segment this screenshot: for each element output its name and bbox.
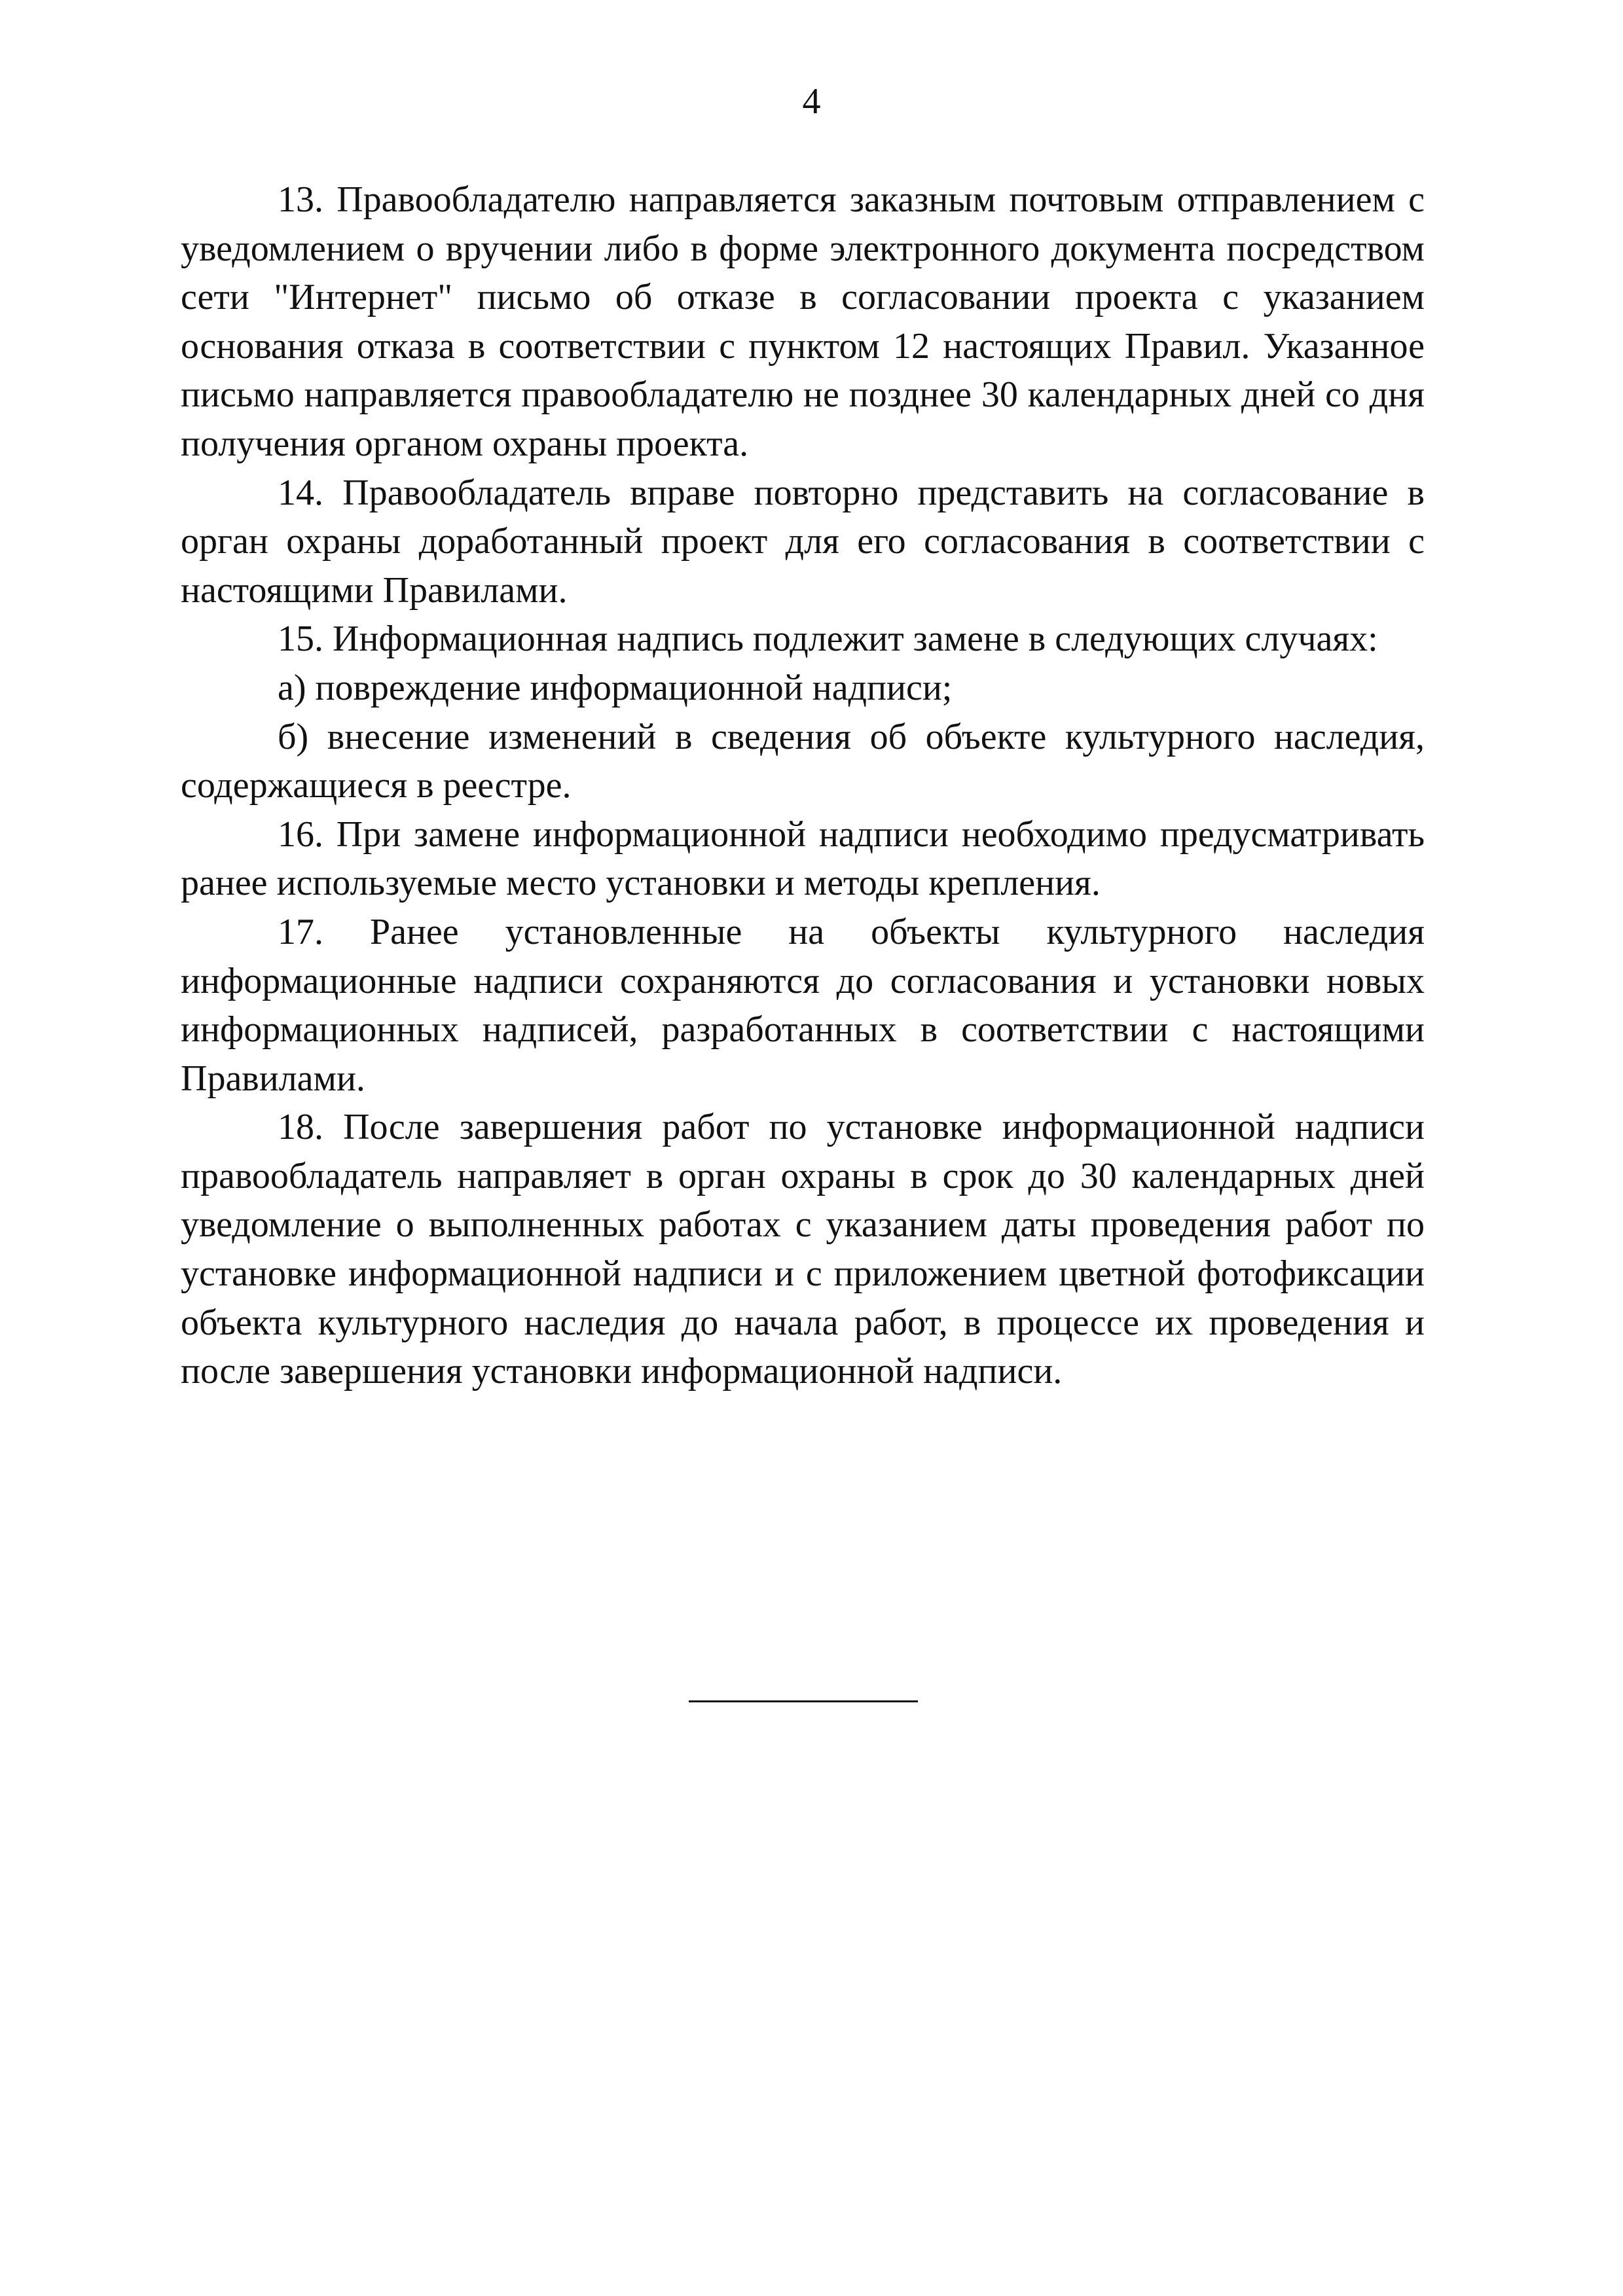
list-item-b: б) внесение изменений в сведения об объекте культурного наследия, содержащиеся в реестре.	[181, 716, 1425, 806]
list-item-a: а) повреждение информационной надписи;	[278, 667, 953, 708]
page-number: 4	[802, 81, 821, 122]
paragraph-17: 17. Ранее установленные на объекты культурного наследия информационные надписи сохраняются до согласования и установки новых информационных надписей, разработанных в соответствии с настоящими Правилами.	[181, 911, 1425, 1099]
paragraph-14: 14. Правообладатель вправе повторно представить на согласование в орган охраны доработанный проект для его согласования в соответствии с настоящими Правилами.	[181, 472, 1425, 611]
document-body	[181, 175, 1425, 1396]
paragraph-15: 15. Информационная надпись подлежит замене в следующих случаях:	[278, 619, 1378, 660]
paragraph-13: 13. Правообладателю направляется заказным почтовым отправлением с уведомлением о вручении либо в форме электронного документа посредством сети "Интернет" письмо об отказе в согласовании проекта с указанием основания отказа в соответствии с пунктом 12 настоящих Правил. Указанное письмо направляется правообладателю не позднее 30 календарных дней со дня получения органом охраны проекта.	[181, 179, 1425, 464]
paragraph-16: 16. При замене информационной надписи необходимо предусматривать ранее используемые место установки и методы крепления.	[181, 814, 1425, 904]
paragraph-18: 18. После завершения работ по установке информационной надписи правообладатель направляет в орган охраны в срок до 30 календарных дней уведомление о выполненных работах с указанием даты проведения работ по установке информационной надписи и с приложением цветной фотофиксации объекта культурного наследия до начала работ, в процессе их проведения и после завершения установки информационной надписи.	[181, 1107, 1425, 1392]
end-separator-line	[689, 1700, 918, 1702]
